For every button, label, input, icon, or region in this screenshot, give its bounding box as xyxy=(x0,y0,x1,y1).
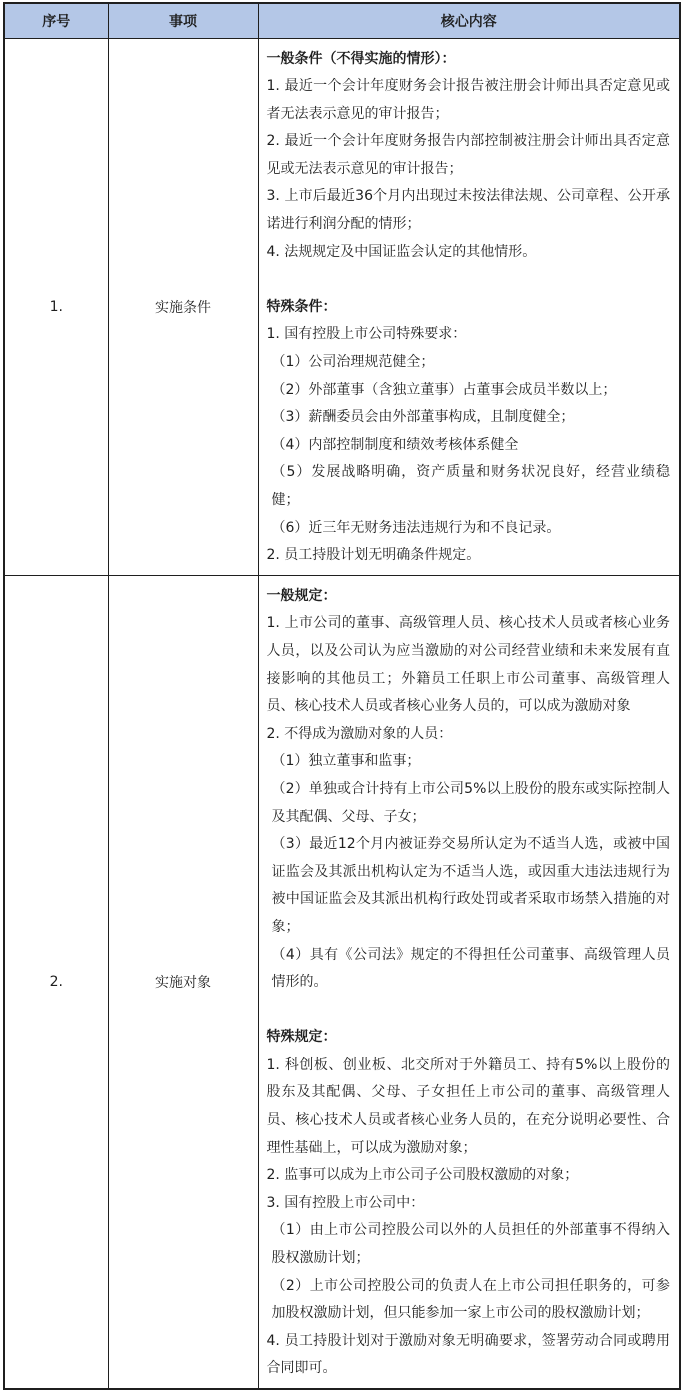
paragraph-spacer xyxy=(267,266,671,294)
content-paragraph: 3. 国有控股上市公司中： xyxy=(266,1194,425,1211)
content-paragraph: 一般规定： xyxy=(266,587,337,604)
content-paragraph: （4）内部控制制度和绩效考核体系健全 xyxy=(271,436,519,453)
column-header-content: 核心内容 xyxy=(258,3,680,38)
content-paragraph: （3）薪酬委员会由外部董事构成，且制度健全； xyxy=(271,409,575,426)
content-paragraph: （6）近三年无财务违法违规行为和不良记录。 xyxy=(271,519,561,536)
content-paragraph: （3）最近12个月内被证券交易所认定为不适当人选，或被中国证监会及其派出机构认定为不适当人选，或因重大违法违规行为被中国证监会及其派出机构行政处罚或者采取市场禁入措施的对象； xyxy=(271,836,670,935)
content-paragraph: （1）由上市公司控股公司以外的人员担任的外部董事不得纳入股权激励计划； xyxy=(271,1222,670,1267)
content-paragraph: 2. 不得成为激励对象的人员： xyxy=(266,725,453,742)
content-paragraph: 2. 监事可以成为上市公司子公司股权激励的对象； xyxy=(266,1167,579,1184)
content-paragraph: 1. 上市公司的董事、高级管理人员、核心技术人员或者核心业务人员，以及公司认为应当激励的对公司经营业绩和未来发展有直接影响的其他员工；外籍员工任职上市公司董事、高级管理人员、核心技术人员或者核心业务人员的，可以成为激励对象 xyxy=(266,615,670,715)
row-number-cell: 2. xyxy=(4,575,108,1389)
core-content-cell xyxy=(258,575,680,1389)
item-name-cell: 实施条件 xyxy=(108,38,258,575)
table-header-row xyxy=(4,3,680,38)
content-paragraph: 1. 最近一个会计年度财务会计报告被注册会计师出具否定意见或者无法表示意见的审计报告； xyxy=(266,78,670,122)
paragraph-spacer xyxy=(267,997,671,1025)
table-row xyxy=(4,38,680,575)
item-name-cell: 实施对象 xyxy=(108,575,258,1389)
content-paragraph: 2. 最近一个会计年度财务报告内部控制被注册会计师出具否定意见或无法表示意见的审计报告； xyxy=(266,133,670,177)
row-number-cell: 1. xyxy=(4,38,108,575)
content-paragraph: 2. 员工持股计划无明确条件规定。 xyxy=(266,547,481,564)
content-paragraph: 特殊规定： xyxy=(266,1029,337,1046)
content-paragraph: （2）单独或合计持有上市公司5%以上股份的股东或实际控制人及其配偶、父母、子女； xyxy=(271,780,670,825)
content-paragraph: （1）公司治理规范健全； xyxy=(271,354,435,371)
content-paragraph: 4. 法规规定及中国证监会认定的其他情形。 xyxy=(266,243,537,260)
content-paragraph: 1. 科创板、创业板、北交所对于外籍员工、持有5%以上股份的股东及其配偶、父母、子女担任上市公司的董事、高级管理人员、核心技术人员或者核心业务人员的，在充分说明必要性、合理性基础上，可以成为激励对象； xyxy=(266,1056,670,1156)
content-paragraph: 4. 员工持股计划对于激励对象无明确要求，签署劳动合同或聘用合同即可。 xyxy=(266,1332,670,1377)
content-paragraph: （4）具有《公司法》规定的不得担任公司董事、高级管理人员情形的。 xyxy=(271,946,670,991)
table-row xyxy=(4,575,680,1389)
content-paragraph: （2）外部董事（含独立董事）占董事会成员半数以上； xyxy=(271,381,617,398)
content-paragraph: （1）独立董事和监事； xyxy=(271,753,421,770)
content-paragraph: 特殊条件： xyxy=(266,298,337,315)
rules-table xyxy=(3,2,681,1390)
content-paragraph: 3. 上市后最近36个月内出现过未按法律法规、公司章程、公开承诺进行利润分配的情形； xyxy=(266,188,670,233)
content-paragraph: 一般条件（不得实施的情形）： xyxy=(266,50,456,67)
table-body xyxy=(4,38,680,1389)
content-paragraph: 1. 国有控股上市公司特殊要求： xyxy=(266,326,467,343)
column-header-no: 序号 xyxy=(4,3,108,38)
content-paragraph: （5）发展战略明确，资产质量和财务状况良好，经营业绩稳健； xyxy=(271,464,670,508)
core-content-cell xyxy=(258,38,680,575)
content-paragraph: （2）上市公司控股公司的负责人在上市公司担任职务的，可参加股权激励计划，但只能参加一家上市公司的股权激励计划； xyxy=(271,1277,670,1322)
column-header-item: 事项 xyxy=(108,3,258,38)
